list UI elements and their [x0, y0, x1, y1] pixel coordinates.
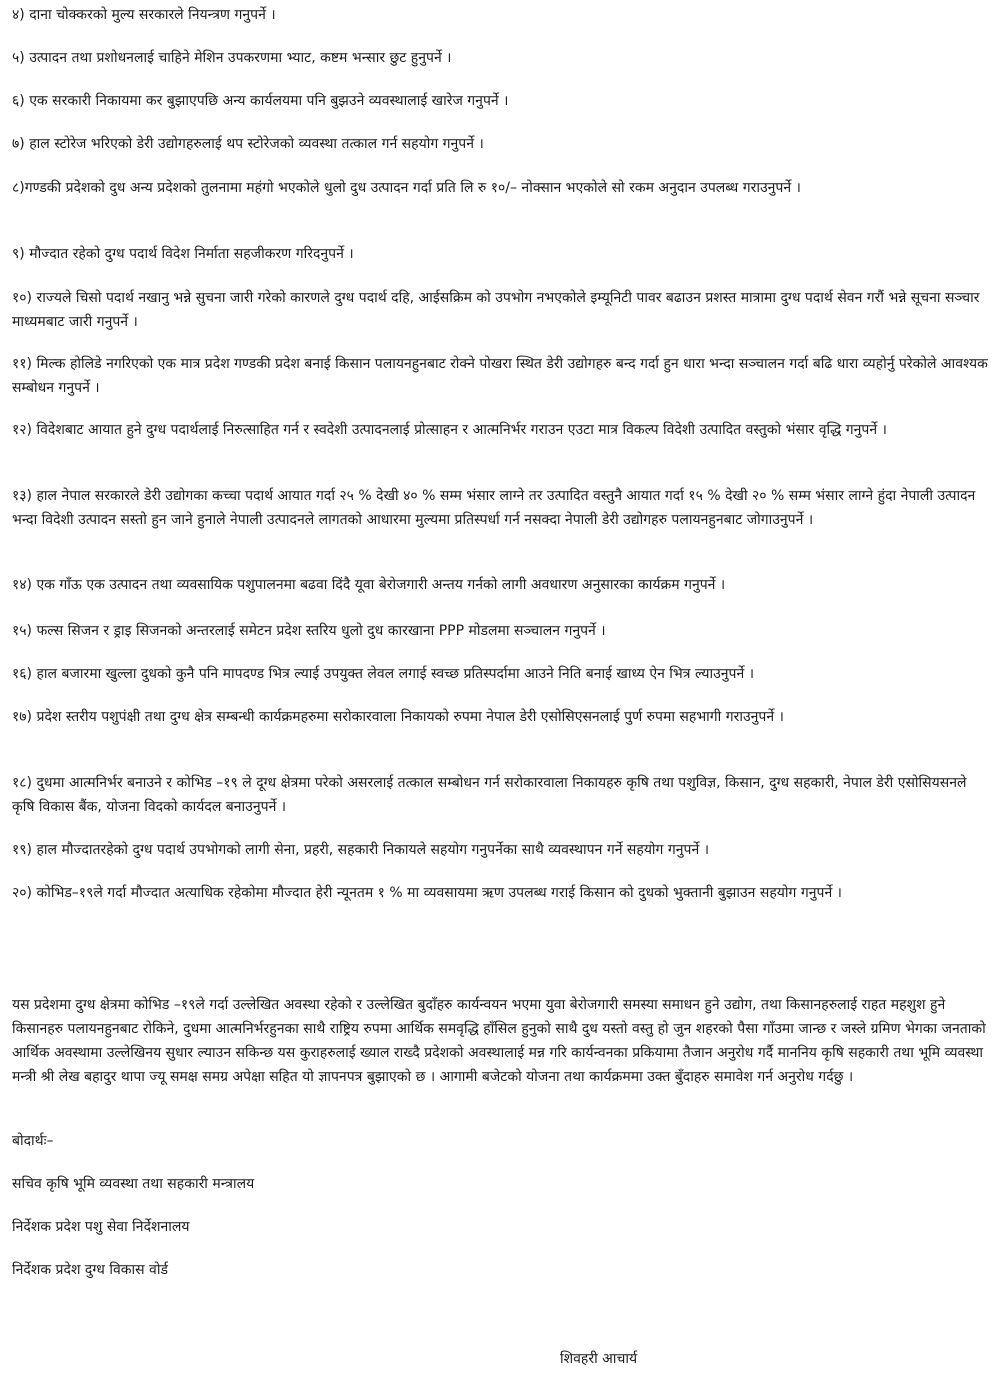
point-17: १७) प्रदेश स्तरीय पशुपंक्षी तथा दुग्ध क्षेत्र सम्बन्धी कार्यक्रमहरुमा सरोकारवाला निकायको रुपमा नेपाल डेरी एसोसिएसनलाई पुर्ण रुपमा सहभागी गराउनुपर्ने । [12, 709, 784, 725]
conclusion-paragraph: यस प्रदेशमा दुग्ध क्षेत्रमा कोभिड –१९ले गर्दा उल्लेखित अवस्था रहेको र उल्लेखित बुदाँहरु कार्यन्वयन भएमा युवा बेरोजगारी समस्या समाधन हुने उद्योग, तथा किसानहरुलाई राहत महशुश हुने किसानहरु पलायनहुनबाट रोकिने, दुधमा आत्मनिर्भरहुनका साथै राष्ट्रिय रुपमा आर्थिक समवृद्धि हाँसिल हुनुको साथै दुध यस्तो वस्तु हो जुन शहरको पैसा गाँउमा जान्छ र जस्ले ग्रमिण भेगका जनताको आर्थिक अवस्थामा उल्लेखिनय सुधार ल्याउन सकिन्छ यस कुराहरुलाई ख्याल राख्दै प्रदेशको अवस्थालाई मन्न गरि कार्यन्वनका प्रकियामा तैजान अनुरोध गर्दै माननिय कृषि सहकारी तथा भूमि व्यवस्था मन्त्री श्री लेख बहादुर थापा ज्यू समक्ष समग्र अपेक्षा सहित यो ज्ञापनपत्र बुझाएको छ । आगामी बजेटको योजना तथा कार्यक्रममा उक्त बुँदाहरु समावेश गर्न अनुरोध गर्दछु । [12, 997, 986, 1085]
point-11: ११) मिल्क होलिडे नगरिएको एक मात्र प्रदेश गण्डकी प्रदेश बनाई किसान पलायनहुनबाट रोक्ने पोखरा स्थित डेरी उद्योगहरु बन्द गर्दा हुन धारा भन्दा सञ्चालन गर्दा बढि धारा व्यहोर्नु परेकोले आवश्यक सम्बोधन गनुपर्ने । [12, 356, 988, 396]
point-4: ४) दाना चोक्करको मुल्य सरकारले नियन्त्रण गनुपर्ने । [12, 7, 276, 23]
point-5: ५) उत्पादन तथा प्रशोधनलाई चाहिने मेशिन उपकरणमा भ्याट, कष्टम भन्सार छुट हुनुपर्ने । [12, 50, 452, 66]
cc-recipient: निर्देशक प्रदेश पशु सेवा निर्देशनालय [12, 1219, 190, 1235]
point-19: १९) हाल मौज्दातरहेको दुग्ध पदार्थ उपभोगको लागी सेना, प्रहरी, सहकारी निकायले सहयोग गनुपर्नेका साथै व्यवस्थापन गर्ने सहयोग गनुपर्ने । [12, 842, 710, 858]
point-10: १०) राज्यले चिसो पदार्थ नखानु भन्ने सुचना जारी गरेको कारणले दुग्ध पदार्थ दहि, आईसक्रिम को उपभोग नभएकोले इम्यूनिटी पावर बढाउन प्रशस्त मात्रामा दुग्ध पदार्थ सेवन गरौं भन्ने सूचना सञ्चार माध्यमबाट जारी गनुपर्ने । [12, 290, 980, 330]
point-8: ८)गण्डकी प्रदेशको दुध अन्य प्रदेशको तुलनामा महंगो भएकोले धुलो दुध उत्पादन गर्दा प्रति लि रु १०/– नोक्सान भएकोले सो रकम अनुदान उपलब्ध गराउनुपर्ने । [12, 180, 801, 196]
point-13: १३) हाल नेपाल सरकारले डेरी उद्योगका कच्चा पदार्थ आयात गर्दा २५ % देखी ४० % सम्म भंसार लाग्ने तर उत्पादित वस्तुनै आयात गर्दा १५ % देखी २० % सम्म भंसार लाग्ने हुंदा नेपाली उत्पादन भन्दा विदेशी उत्पादन सस्तो हुन जाने हुनाले नेपाली उत्पादनले लागतको आधारमा मुल्यमा प्रतिस्पर्धा गर्न नसक्दा नेपाली डेरी उद्योगहरु पलायनहुनबाट जोगाउनुपर्ने । [12, 488, 976, 528]
point-12: १२) विदेशबाट आयात हुने दुग्ध पदार्थलाई निरुत्साहित गर्न र स्वदेशी उत्पादनलाई प्रोत्साहन र आत्मनिर्भर गराउन एउटा मात्र विकल्प विदेशी उत्पादित वस्तुको भंसार वृद्धि गनुपर्ने । [12, 422, 887, 438]
cc-recipient: सचिव कृषि भूमि व्यवस्था तथा सहकारी मन्त्रालय [12, 1176, 255, 1192]
cc-recipient: निर्देशक प्रदेश दुग्ध विकास वोर्ड [12, 1262, 168, 1278]
point-9: ९) मौज्दात रहेको दुग्ध पदार्थ विदेश निर्माता सहजीकरण गरिदनुपर्ने । [12, 246, 354, 262]
point-6: ६) एक सरकारी निकायमा कर बुझाएपछि अन्य कार्यलयमा पनि बुझउने व्यवस्थालाई खारेज गनुपर्ने । [12, 93, 509, 109]
cc-label: बोदार्थः– [12, 1133, 54, 1149]
point-18: १८) दुधमा आत्मनिर्भर बनाउने र कोभिड –१९ ले दूग्ध क्षेत्रमा परेको असरलाई तत्काल सम्बोधन गर्न सरोकारवाला निकायहरु कृषि तथा पशुविज्ञ, किसान, दुग्ध सहकारी, नेपाल डेरी एसोसियसनले कृषि विकास बैंक, योजना विदको कार्यदल बनाउनुपर्ने । [12, 775, 967, 815]
signature-name: शिवहरी आचार्य [560, 1351, 638, 1367]
point-14: १४) एक गाँऊ एक उत्पादन तथा व्यवसायिक पशुपालनमा बढवा दिंदै यूवा बेरोजगारी अन्तय गर्नको लागी अवधारण अनुसारका कार्यक्रम गनुपर्ने । [12, 577, 726, 593]
point-7: ७) हाल स्टोरेज भरिएको डेरी उद्योगहरुलाई थप स्टोरेजको व्यवस्था तत्काल गर्न सहयोग गनुपर्ने । [12, 136, 484, 152]
point-20: २०) कोभिड–१९ले गर्दा मौज्दात अत्याधिक रहेकोमा मौज्दात हेरी न्यूनतम १ % मा व्यवसायमा ऋण उपलब्ध गराई किसान को दुधको भुक्तानी बुझाउन सहयोग गनुपर्ने । [12, 885, 842, 901]
point-15: १५) फल्स सिजन र ड्राइ सिजनको अन्तरलाई समेटन प्रदेश स्तरिय धुलो दुध कारखाना PPP मोडलमा सञ्चालन गनुपर्ने । [12, 623, 606, 639]
point-16: १६) हाल बजारमा खुल्ला दुधको कुनै पनि मापदण्ड भित्र ल्याई उपयुक्त लेवल लगाई स्वच्छ प्रतिस्पर्दामा आउने निति बनाई खाध्य ऐन भित्र ल्याउनुपर्ने । [12, 666, 755, 682]
